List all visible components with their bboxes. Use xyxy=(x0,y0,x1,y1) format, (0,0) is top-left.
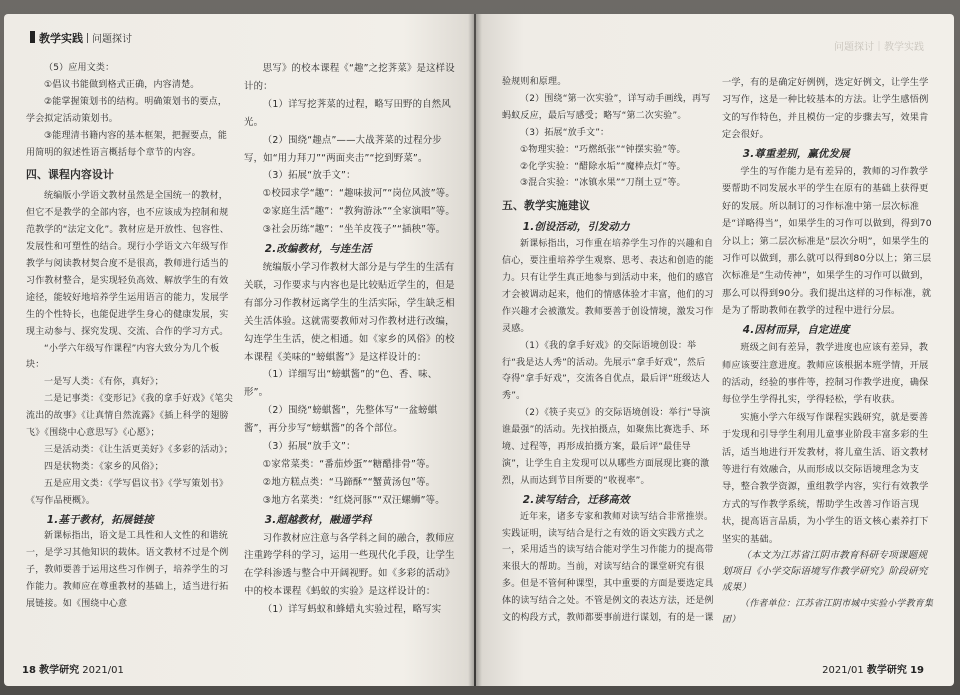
paragraph: 班级之间有差异，教学进度也应该有差异，教师应该要注意进度。教师应该根据本班学情，开展的活动，经验的事件等，控制习作教学进度，确保每位学生学得扎实，学得轻松，学有收获。 xyxy=(722,342,929,406)
right-page-header: 问题探讨｜教学实践 xyxy=(834,42,924,53)
research-note: （本文为江苏省江阴市教育科研专项课题规划项目《小学交际语境写作教学研究》阶段研究成果） xyxy=(722,549,928,593)
paragraph: 五是应用文类：《学写倡议书》《学写策划书》《写作品梗概》。 xyxy=(26,478,229,506)
paragraph: （3）拓展“放手文”： xyxy=(262,441,356,453)
header-journal: 教学实践 xyxy=(39,32,83,45)
left-column-1 xyxy=(26,60,234,613)
paragraph: ②化学实验：“醋除水垢”“魔棒点灯”等。 xyxy=(520,161,686,172)
paragraph: ①校园求学“趣”：“趣味拔河”“岗位风波”等。 xyxy=(262,188,455,200)
paragraph: 一学，有的是确定好例例，选定好例文，让学生学习写作，这是一种比较基本的方法。让学生感悟例文的写作特色，并且模仿一定的步骤去写，效果肯定会很好。 xyxy=(722,77,929,141)
paragraph: 统编版小学语文教材虽然是全国统一的教材，但它不是教学的全部内容，也不应该成为控制和规范教学的“法定文化”。教材应是开放性、包容性、发展性和可塑性的结合。现行小学语文六年级写作教学与阅读教材契合度不是很高，教师进行适当的习作教材整合，是实现轻负高效、解放学生的有效途径，能较好地培养学生运用语言的能力，发展学生的个性特长，也能促进学生身心的健康发展，实现主动参与、探究发现、交流、合作的学习方式。 xyxy=(26,191,229,337)
paragraph: 一是写人类：《有你，真好》； xyxy=(44,377,164,388)
paragraph: （5）应用文类： xyxy=(44,63,115,73)
subsection-heading: 3.超越教材，融通学科 xyxy=(264,513,372,526)
footer-journal: 教学研究 xyxy=(866,665,907,676)
left-page xyxy=(4,14,474,686)
section-heading: 五、教学实施建议 xyxy=(502,199,590,213)
paragraph: （2）围绕“趣点”——大战荠菜的过程分步写，如“用力拜刀”“两面夹击”“挖到野菜”。 xyxy=(244,134,442,164)
paragraph: 统编版小学习作教材大部分是与学生的生活有关联，习作要求与内容也是比较贴近学生的，但是有部分习作教材远离学生的生活实际，学生缺乏相关生活体验。这就需要教师对习作教材进行改编，勾连学生生活，使之相通。如《家乡的风俗》的校本课程《美味的“螃蜞酱”》是这样设计的： xyxy=(244,261,455,363)
paragraph: 思写》的校本课程《“趣”之挖荠菜》是这样设计的： xyxy=(244,63,455,92)
paragraph: 四是状物类：《家乡的风俗》； xyxy=(44,461,164,472)
left-page-header xyxy=(30,30,132,46)
paragraph: ③能理清书籍内容的基本框架，把握要点，能用简明的叙述性语言概括每个章节的内容。 xyxy=(26,130,228,158)
paragraph: ③混合实验：“冰镇水果”“刀削土豆”等。 xyxy=(520,178,686,189)
paragraph: ①倡议书能做到格式正确，内容清楚。 xyxy=(44,79,200,90)
paragraph: 二是记事类：《变形记》《我的拿手好戏》《笔尖流出的故事》《让真情自然流露》《插上科学的翅膀飞》《围绕中心意思写》《心愿》； xyxy=(26,394,233,439)
paragraph: ③地方名菜类：“红烧河豚”“双汪螺蛳”等。 xyxy=(262,494,445,506)
footer-journal: 教学研究 xyxy=(39,665,80,676)
paragraph: 验规则和原理。 xyxy=(502,77,567,87)
footer-date: 2021/01 xyxy=(822,665,864,676)
paragraph: 近年来，诸多专家和教师对读写结合非常推崇。实践证明，读写结合是行之有效的语文实践方式之一，采用适当的读写结合能对学生习作能力的提高带来很大的帮助。当前，对读写结合的课堂研究有很多。但是不管何种课型，其中重要的方面是要选定具体的读写结合之处。不管是例文的表达方法，还是例文的构段方式，教师都要事前进行谋划，有的是一课 xyxy=(502,511,714,624)
subsection-heading: 4.因材而异，自定进度 xyxy=(742,323,850,336)
subsection-heading: 3.尊重差别，赢优发展 xyxy=(742,147,850,160)
paragraph: ①家常菜类：“番茄炒蛋”“糖醋排骨”等。 xyxy=(262,458,436,470)
footer-page-number: 19 xyxy=(910,665,924,676)
paragraph: 新课标指出，语文是工具性和人文性的和谐统一，是学习其他知识的载体。语文教材不过是个例子，教师要善于运用这些习作例子，培养学生的习作能力。教师应在尊重教材的基础上，适当进行拓展链接。如《围绕中心意 xyxy=(26,531,229,610)
paragraph: 习作教材应注意与各学科之间的融合，教师应注重跨学科的学习，运用一些现代化手段，让学生在学科渗透与整合中开阔视野。如《多彩的活动》中的校本课程《蚂蚁的实验》是这样设计的： xyxy=(244,532,455,598)
right-page-footer xyxy=(822,661,924,676)
subsection-heading: 2.读写结合，迁移高效 xyxy=(522,493,630,506)
paragraph: （2）围绕“第一次实验”，详写动手画线，再写蚂蚁反应，最后写感受；略写“第二次实验”。 xyxy=(502,93,711,121)
subsection-heading: 2.改编教材，与连生活 xyxy=(264,243,372,256)
header-separator xyxy=(87,33,88,43)
paragraph: ②能掌握策划书的结构。明确策划书的要点，学会拟定活动策划书。 xyxy=(26,96,228,124)
header-bar-icon xyxy=(30,31,35,43)
footer-date: 2021/01 xyxy=(82,665,124,676)
paragraph: （1）详写蚂蚁和蜂蜡丸实验过程，略写实 xyxy=(262,604,442,616)
subsection-heading: 1.创设活动，引发动力 xyxy=(522,221,630,234)
paragraph: 新课标指出，习作重在培养学生习作的兴趣和自信心，要注重培养学生观察、思考、表达和创造的能力。只有让学生真正地参与到活动中来，他们的感官才会被调动起来，他们的情感体验才丰富，他们的习作兴趣才会被激发。教师要善于创设情境，激发习作灵感。 xyxy=(502,239,714,334)
footer-page-number: 18 xyxy=(22,665,36,676)
right-page xyxy=(476,14,954,686)
header-section: 问题探讨 xyxy=(92,34,132,45)
paragraph: ②地方糕点类：“马蹄酥”“蟹黄汤包”等。 xyxy=(262,476,436,488)
paragraph: （3）拓展“放手文”： xyxy=(520,127,610,138)
paragraph: （2）围绕“螃蜞酱”，先整体写“一盆螃蜞酱”，再分步写“螃蜞酱”的各个部位。 xyxy=(244,405,438,435)
paragraph: ①物理实验：“巧燃纸张”“钟摆实验”等。 xyxy=(520,144,686,155)
book-gutter xyxy=(468,14,482,686)
author-affiliation: （作者单位：江苏省江阴市城中实验小学教育集团） xyxy=(722,598,934,625)
paragraph: 实施小学六年级写作课程实践研究，就是要善于发现和引导学生利用儿童事业阶段丰富多彩的生活，适当地进行开发教材，将儿童生活、语文教材等进行有效融合，从而形成以交际语境理念为支导，整合教学资源，重组教学内容，实行有效教学方式的写作教学系统，帮助学生改善习作语言现状，提高语言品质，为小学生的语文核心素养打下坚实的基础。 xyxy=(722,411,929,545)
paragraph: （1）《我的拿手好戏》的交际语境创设：举行“我是达人秀”的活动。先展示“拿手好戏”，然后夺得“拿手好戏”，交流各自优点，最后评“班级达人秀”。 xyxy=(502,340,710,402)
paragraph: “小学六年级写作课程”内容大致分为几个板块： xyxy=(26,343,220,371)
subsection-heading: 1.基于教材，拓展链接 xyxy=(46,513,154,526)
paragraph: 三是活动类：《让生活更美好》《多彩的活动》； xyxy=(44,444,233,455)
paragraph: （1）详细写出“螃蜞酱”的“色、香、味、形”。 xyxy=(244,369,438,399)
paragraph: （1）详写挖荠菜的过程，略写田野的自然风光。 xyxy=(244,98,451,128)
left-page-footer xyxy=(22,661,124,676)
paragraph: （3）拓展“放手文”： xyxy=(262,170,356,182)
paragraph: （2）《筷子夹豆》的交际语境创设：举行“导演谁最强”的活动。先找拍摄点，如聚焦比赛选手、环境、过程等，再形成拍摄方案，最后评“最佳导演”，让学生自主发现可以从哪些方面展现比赛的激烈，从而达到节目所要的“收视率”。 xyxy=(502,408,711,486)
paragraph: ②家庭生活“趣”：“教狗游泳”“全家演唱”等。 xyxy=(262,206,455,218)
paragraph: ③社会历练“趣”：“坐羊皮筏子”“插秧”等。 xyxy=(262,224,446,236)
section-heading: 四、课程内容设计 xyxy=(26,168,114,182)
left-column-2 xyxy=(244,60,456,619)
paragraph: 学生的写作能力是有差异的，教师的习作教学要帮助不同发展水平的学生在原有的基础上获得更好的发展。所以制订的习作标准中第一层次标准是“详略得当”，如果学生的习作可以做到，得到70分以上；第二层次标准是“层次分明”，如果学生的习作可以做到，那么就可以得到80分以上；第三层次标准是“生动传神”，如果学生的习作可以做到，那么可以得到90分。我们提出这样的习作标准，就是为了帮助教师在教学的过程中进行分层。 xyxy=(722,166,932,317)
right-column-1 xyxy=(502,74,714,627)
right-column-2 xyxy=(722,74,934,628)
